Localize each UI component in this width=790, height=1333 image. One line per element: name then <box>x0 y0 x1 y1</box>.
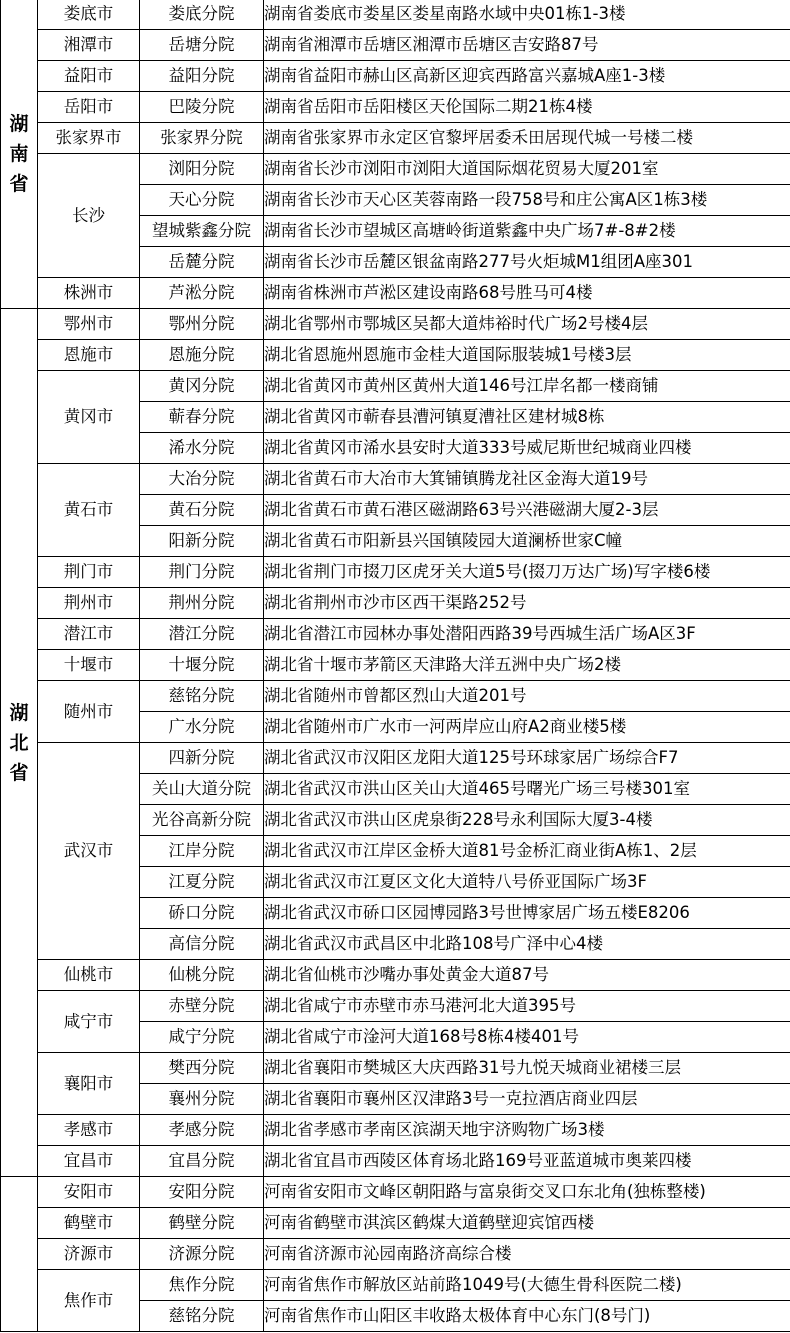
branch-address-cell: 湖北省武汉市洪山区虎泉街228号永利国际大厦3-4楼 <box>264 805 790 836</box>
city-cell: 宜昌市 <box>38 1146 140 1177</box>
table-row <box>1 371 790 402</box>
table-row <box>1 30 790 61</box>
branch-name-cell: 光谷高新分院 <box>140 805 264 836</box>
branch-name-cell: 宜昌分院 <box>140 1146 264 1177</box>
city-cell: 湘潭市 <box>38 30 140 61</box>
branch-address-cell: 湖北省武汉市武昌区中北路108号广泽中心4楼 <box>264 929 790 960</box>
branch-name-cell: 浠水分院 <box>140 433 264 464</box>
branch-name-cell: 阳新分院 <box>140 526 264 557</box>
branch-address-cell: 湖北省随州市曾都区烈山大道201号 <box>264 681 790 712</box>
branch-address-cell: 湖南省长沙市岳麓区银盆南路277号火炬城M1组团A座301 <box>264 247 790 278</box>
city-cell: 荆门市 <box>38 557 140 588</box>
table-row <box>1 1115 790 1146</box>
branch-name-cell: 慈铭分院 <box>140 681 264 712</box>
branch-address-cell: 湖南省长沙市浏阳市浏阳大道国际烟花贸易大厦201室 <box>264 154 790 185</box>
branch-address-cell: 湖南省长沙市望城区高塘岭街道紫鑫中央广场7#-8#2楼 <box>264 216 790 247</box>
table-row <box>1 61 790 92</box>
city-cell: 鹤壁市 <box>38 1208 140 1239</box>
branch-name-cell: 张家界分院 <box>140 123 264 154</box>
branch-name-cell: 益阳分院 <box>140 61 264 92</box>
city-cell: 孝感市 <box>38 1115 140 1146</box>
branch-address-cell: 河南省焦作市山阳区丰收路太极体育中心东门(8号门) <box>264 1301 790 1332</box>
city-cell: 荆州市 <box>38 588 140 619</box>
province-cell: 湖 南 省 <box>1 0 38 309</box>
branch-address-cell: 湖北省咸宁市赤壁市赤马港河北大道395号 <box>264 991 790 1022</box>
branch-name-cell: 望城紫鑫分院 <box>140 216 264 247</box>
branch-name-cell: 赤壁分院 <box>140 991 264 1022</box>
branch-address-cell: 湖北省襄阳市襄州区汉津路3号一克拉酒店商业四层 <box>264 1084 790 1115</box>
city-cell: 长沙 <box>38 154 140 278</box>
branch-name-cell: 广水分院 <box>140 712 264 743</box>
branch-address-cell: 湖北省黄石市阳新县兴国镇陵园大道澜桥世家C幢 <box>264 526 790 557</box>
city-cell: 岳阳市 <box>38 92 140 123</box>
branch-name-cell: 蕲春分院 <box>140 402 264 433</box>
city-cell: 武汉市 <box>38 743 140 960</box>
branch-address-cell: 湖北省黄冈市浠水县安时大道333号威尼斯世纪城商业四楼 <box>264 433 790 464</box>
branch-address-cell: 湖北省恩施州恩施市金桂大道国际服装城1号楼3层 <box>264 340 790 371</box>
branch-address-cell: 湖北省咸宁市淦河大道168号8栋4楼401号 <box>264 1022 790 1053</box>
table-row <box>1 0 790 30</box>
branch-address-cell: 湖南省娄底市娄星区娄星南路水域中央01栋1-3楼 <box>264 0 790 30</box>
table-row <box>1 681 790 712</box>
branch-address-cell: 湖北省荆州市沙市区西干渠路252号 <box>264 588 790 619</box>
branch-address-cell: 湖北省武汉市江夏区文化大道特八号侨亚国际广场3F <box>264 867 790 898</box>
table-row <box>1 588 790 619</box>
city-cell: 黄冈市 <box>38 371 140 464</box>
branch-name-cell: 高信分院 <box>140 929 264 960</box>
branch-address-cell: 湖南省湘潭市岳塘区湘潭市岳塘区吉安路87号 <box>264 30 790 61</box>
branch-name-cell: 潜江分院 <box>140 619 264 650</box>
branch-address-cell: 湖北省襄阳市樊城区大庆西路31号九悦天城商业裙楼三层 <box>264 1053 790 1084</box>
branch-address-cell: 湖北省仙桃市沙嘴办事处黄金大道87号 <box>264 960 790 991</box>
table-row <box>1 1177 790 1208</box>
table-row <box>1 1146 790 1177</box>
branch-address-cell: 湖北省武汉市江岸区金桥大道81号金桥汇商业街A栋1、2层 <box>264 836 790 867</box>
table-row <box>1 154 790 185</box>
table-row <box>1 340 790 371</box>
branch-name-cell: 天心分院 <box>140 185 264 216</box>
branch-address-cell: 河南省济源市沁园南路济高综合楼 <box>264 1239 790 1270</box>
city-cell: 仙桃市 <box>38 960 140 991</box>
branch-name-cell: 恩施分院 <box>140 340 264 371</box>
branch-address-cell: 湖北省武汉市汉阳区龙阳大道125号环球家居广场综合F7 <box>264 743 790 774</box>
branch-name-cell: 焦作分院 <box>140 1270 264 1301</box>
branch-name-cell: 浏阳分院 <box>140 154 264 185</box>
city-cell: 张家界市 <box>38 123 140 154</box>
branch-address-cell: 湖北省荆门市掇刀区虎牙关大道5号(掇刀万达广场)写字楼6楼 <box>264 557 790 588</box>
branch-name-cell: 黄冈分院 <box>140 371 264 402</box>
province-cell <box>1 1177 38 1332</box>
branch-name-cell: 樊西分院 <box>140 1053 264 1084</box>
branch-name-cell: 孝感分院 <box>140 1115 264 1146</box>
branch-address-cell: 湖南省株洲市芦淞区建设南路68号胜马可4楼 <box>264 278 790 309</box>
branch-name-cell: 济源分院 <box>140 1239 264 1270</box>
city-cell: 焦作市 <box>38 1270 140 1332</box>
city-cell: 潜江市 <box>38 619 140 650</box>
table-row <box>1 1208 790 1239</box>
city-cell: 随州市 <box>38 681 140 743</box>
branch-name-cell: 娄底分院 <box>140 0 264 30</box>
branch-address-cell: 河南省鹤壁市淇滨区鹤煤大道鹤壁迎宾馆西楼 <box>264 1208 790 1239</box>
table-row <box>1 1053 790 1084</box>
branch-address-cell: 湖北省黄冈市黄州区黄州大道146号江岸名都一楼商铺 <box>264 371 790 402</box>
table-row <box>1 743 790 774</box>
branch-address-cell: 湖北省武汉市硚口区园博园路3号世博家居广场五楼E8206 <box>264 898 790 929</box>
table-row <box>1 991 790 1022</box>
table-row <box>1 1239 790 1270</box>
branch-address-cell: 湖北省黄石市黄石港区磁湖路63号兴港磁湖大厦2-3层 <box>264 495 790 526</box>
branch-name-cell: 大冶分院 <box>140 464 264 495</box>
table-row <box>1 123 790 154</box>
city-cell: 株洲市 <box>38 278 140 309</box>
branch-address-cell: 湖南省益阳市赫山区高新区迎宾西路富兴嘉城A座1-3楼 <box>264 61 790 92</box>
table-row <box>1 650 790 681</box>
branch-address-cell: 湖南省长沙市天心区芙蓉南路一段758号和庄公寓A区1栋3楼 <box>264 185 790 216</box>
city-cell: 益阳市 <box>38 61 140 92</box>
branch-name-cell: 黄石分院 <box>140 495 264 526</box>
city-cell: 安阳市 <box>38 1177 140 1208</box>
branch-name-cell: 四新分院 <box>140 743 264 774</box>
branch-address-cell: 河南省安阳市文峰区朝阳路与富泉街交叉口东北角(独栋整楼) <box>264 1177 790 1208</box>
branch-address-cell: 湖北省十堰市茅箭区天津路大洋五洲中央广场2楼 <box>264 650 790 681</box>
table-row <box>1 619 790 650</box>
city-cell: 济源市 <box>38 1239 140 1270</box>
branch-address-cell: 湖北省潜江市园林办事处潜阳西路39号西城生活广场A区3F <box>264 619 790 650</box>
city-cell: 襄阳市 <box>38 1053 140 1115</box>
branch-name-cell: 荆门分院 <box>140 557 264 588</box>
table-row <box>1 464 790 495</box>
branch-name-cell: 江岸分院 <box>140 836 264 867</box>
table-row <box>1 278 790 309</box>
branch-name-cell: 仙桃分院 <box>140 960 264 991</box>
city-cell: 黄石市 <box>38 464 140 557</box>
table-row <box>1 1270 790 1301</box>
table-row <box>1 557 790 588</box>
table-row <box>1 309 790 340</box>
branch-name-cell: 鹤壁分院 <box>140 1208 264 1239</box>
table-row <box>1 960 790 991</box>
branch-address-cell: 湖北省黄冈市蕲春县漕河镇夏漕社区建材城8栋 <box>264 402 790 433</box>
city-cell: 十堰市 <box>38 650 140 681</box>
branch-name-cell: 慈铭分院 <box>140 1301 264 1332</box>
branch-name-cell: 鄂州分院 <box>140 309 264 340</box>
branch-name-cell: 安阳分院 <box>140 1177 264 1208</box>
branch-name-cell: 咸宁分院 <box>140 1022 264 1053</box>
city-cell: 鄂州市 <box>38 309 140 340</box>
branch-name-cell: 关山大道分院 <box>140 774 264 805</box>
branch-address-cell: 湖北省随州市广水市一河两岸应山府A2商业楼5楼 <box>264 712 790 743</box>
branch-address-cell: 湖北省鄂州市鄂城区吴都大道炜裕时代广场2号楼4层 <box>264 309 790 340</box>
branch-address-cell: 湖北省孝感市孝南区滨湖天地宇济购物广场3楼 <box>264 1115 790 1146</box>
branch-address-cell: 湖北省宜昌市西陵区体育场北路169号亚蓝道城市奥莱四楼 <box>264 1146 790 1177</box>
table-body <box>1 0 790 1332</box>
branch-name-cell: 硚口分院 <box>140 898 264 929</box>
branch-name-cell: 岳麓分院 <box>140 247 264 278</box>
branch-name-cell: 江夏分院 <box>140 867 264 898</box>
branch-name-cell: 巴陵分院 <box>140 92 264 123</box>
city-cell: 咸宁市 <box>38 991 140 1053</box>
branch-name-cell: 荆州分院 <box>140 588 264 619</box>
branch-name-cell: 岳塘分院 <box>140 30 264 61</box>
branch-address-cell: 湖北省武汉市洪山区关山大道465号曙光广场三号楼301室 <box>264 774 790 805</box>
province-cell: 湖 北 省 <box>1 309 38 1177</box>
city-cell: 娄底市 <box>38 0 140 30</box>
branch-name-cell: 十堰分院 <box>140 650 264 681</box>
branch-name-cell: 芦淞分院 <box>140 278 264 309</box>
branch-address-cell: 湖北省黄石市大冶市大箕铺镇腾龙社区金海大道19号 <box>264 464 790 495</box>
table-row <box>1 92 790 123</box>
branch-address-cell: 河南省焦作市解放区站前路1049号(大德生骨科医院二楼) <box>264 1270 790 1301</box>
branch-address-cell: 湖南省岳阳市岳阳楼区天伦国际二期21栋4楼 <box>264 92 790 123</box>
branch-address-cell: 湖南省张家界市永定区官黎坪居委禾田居现代城一号楼二楼 <box>264 123 790 154</box>
branch-name-cell: 襄州分院 <box>140 1084 264 1115</box>
city-cell: 恩施市 <box>38 340 140 371</box>
